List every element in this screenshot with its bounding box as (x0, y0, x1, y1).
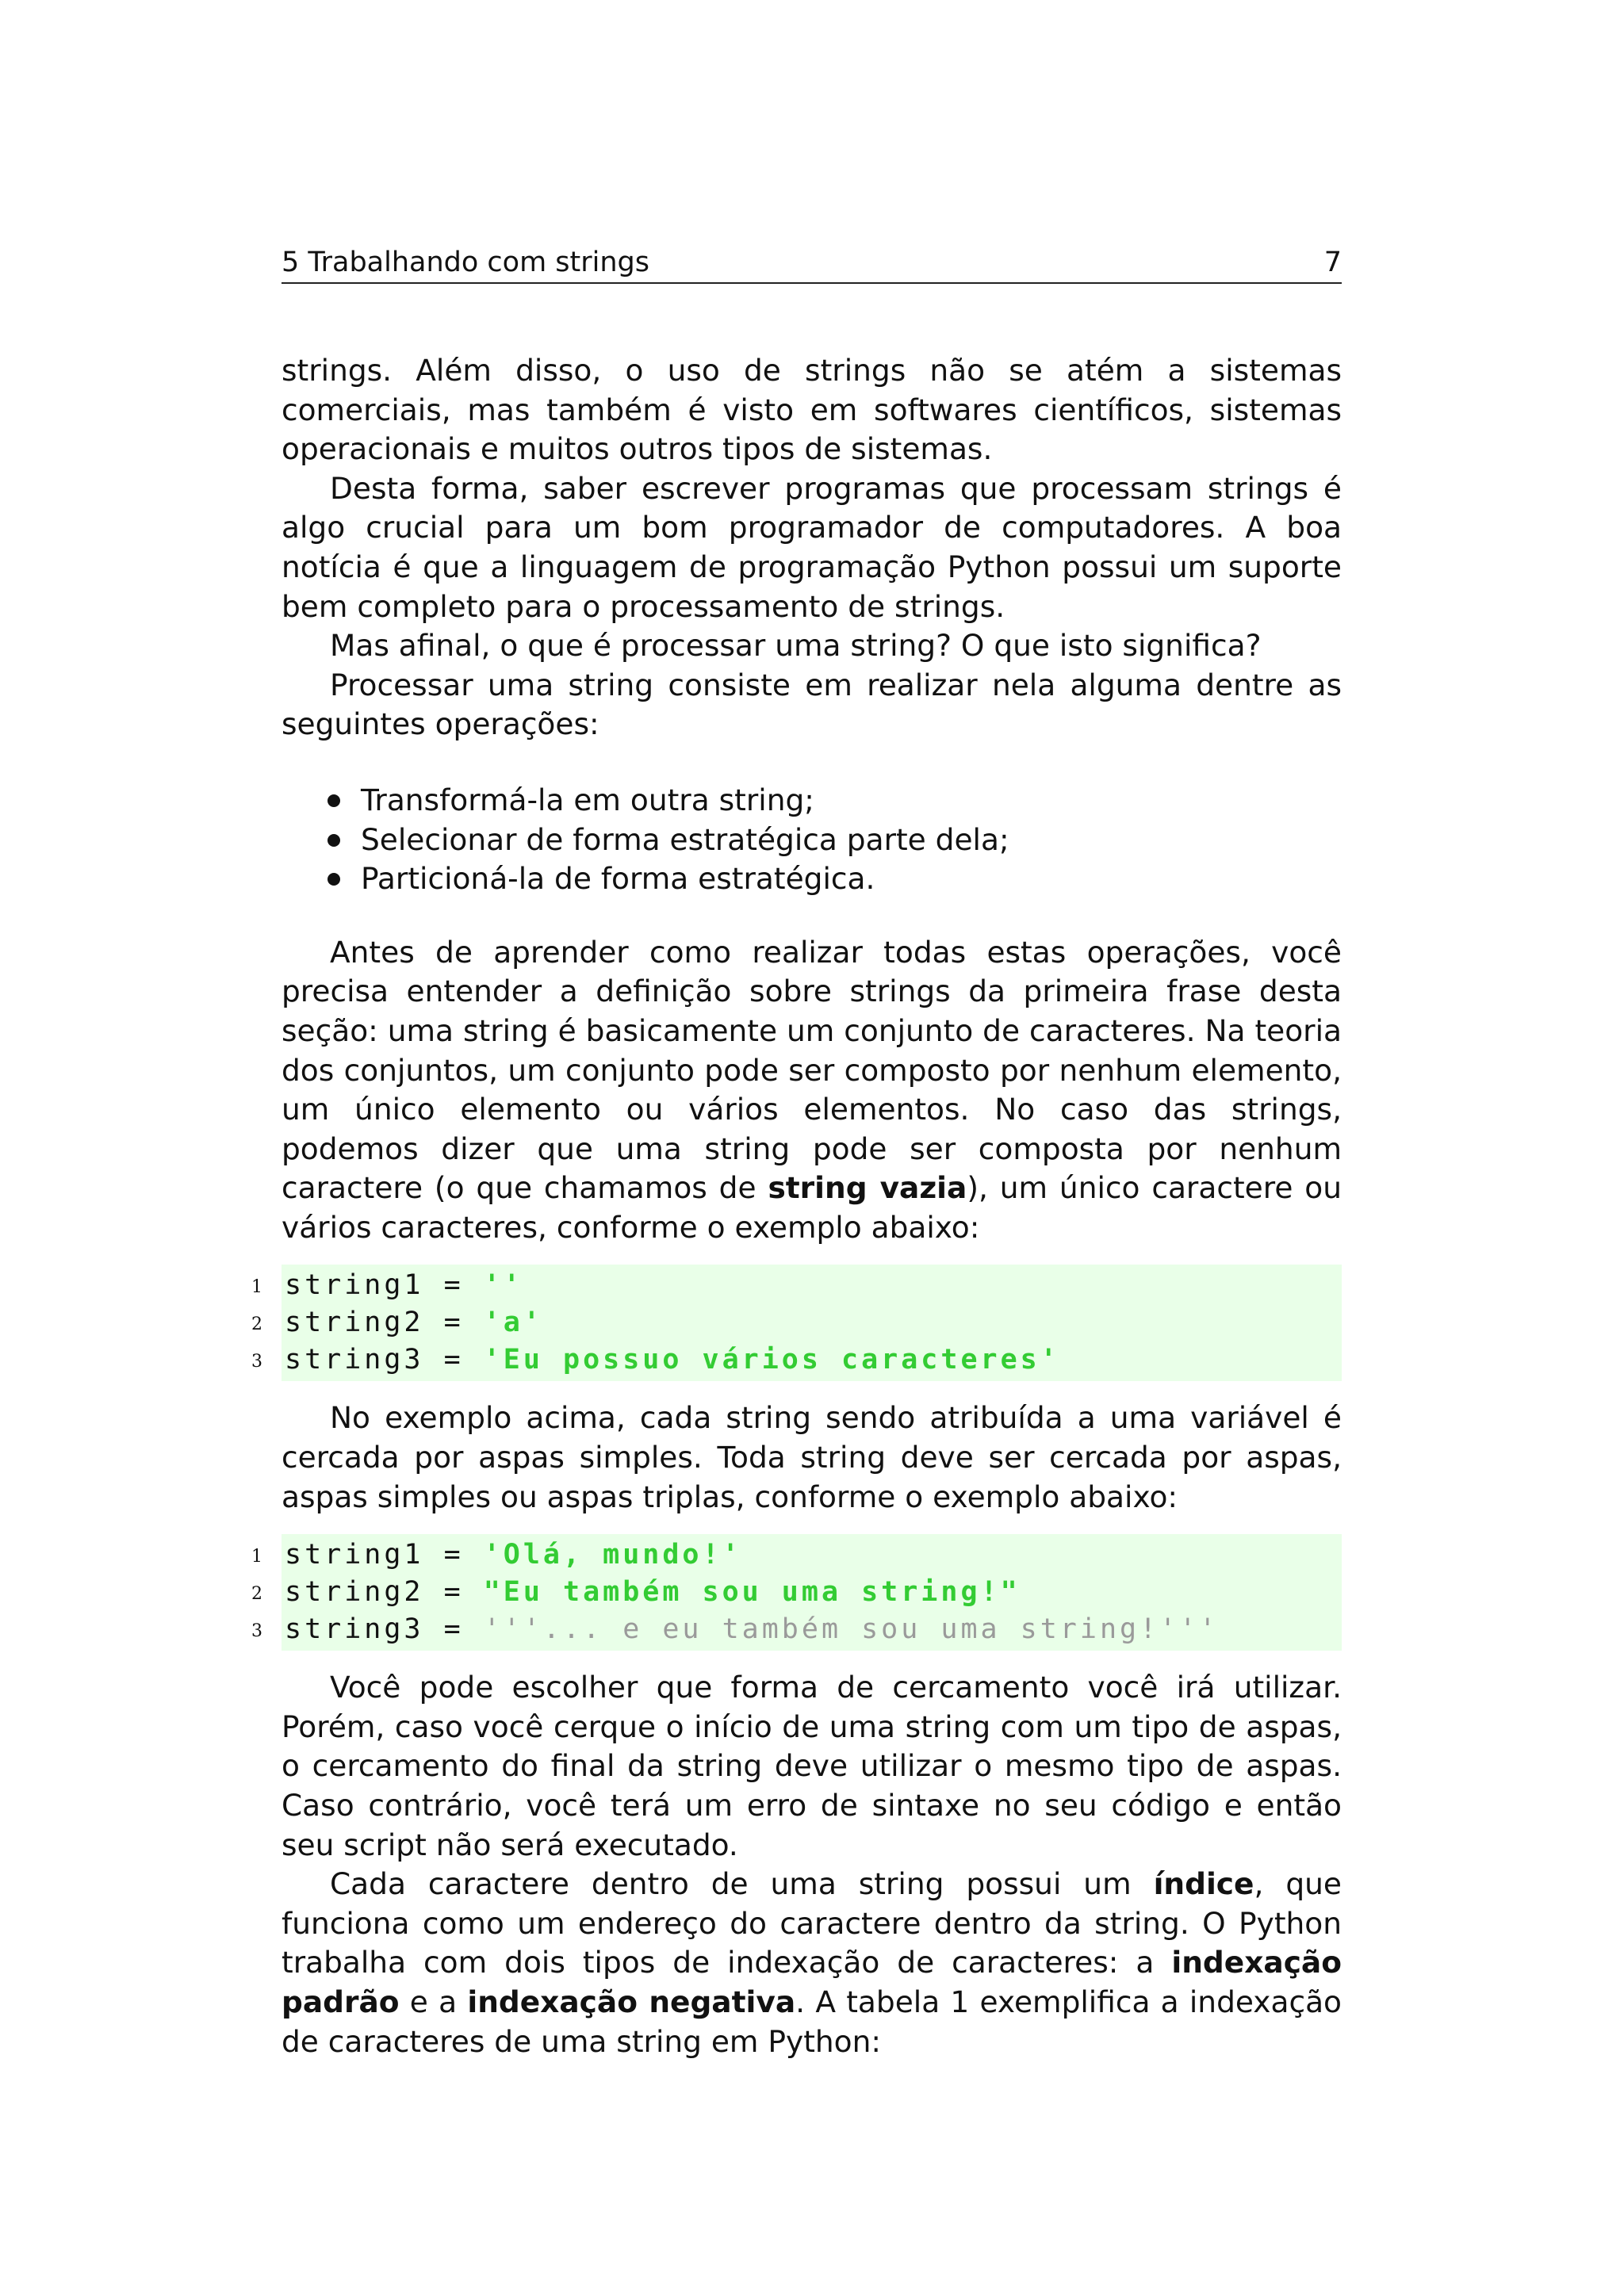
bullet-icon (327, 834, 340, 847)
paragraph: Cada caractere dentro de uma string possui um índice, que funciona como um endereço do caractere dentro da string. O Python trabalha com dois tipos de indexação de caracteres: a indexação padrão e a indexação negativa. A tabela 1 exemplifica a indexação de caracteres de uma string em Python: (282, 1866, 1342, 2059)
bold-term: indexação negativa (467, 1984, 796, 2019)
bold-term: índice (1153, 1866, 1254, 1902)
code-listing (251, 1534, 1342, 1651)
paragraph: strings. Além disso, o uso de strings não se atém a sistemas comerciais, mas também é visto em softwares científicos, sistemas operacionais e muitos outros tipos de sistemas. (282, 353, 1342, 467)
section-title: 5 Trabalhando com strings (282, 247, 650, 278)
line-number: 1 (251, 1547, 262, 1567)
paragraph: Você pode escolher que forma de cercamento você irá utilizar. Porém, caso você cerque o início de uma string com um tipo de aspas, o cercamento do final da string deve utilizar o mesmo tipo de aspas. Caso contrário, você terá um erro de sintaxe no seu código e então seu script não será executado. (282, 1670, 1342, 1862)
bullet-icon (327, 873, 340, 886)
line-number: 2 (251, 1314, 262, 1335)
code-line: 2 string2 = 'a' (285, 1304, 1342, 1341)
paragraph: Antes de aprender como realizar todas estas operações, você precisa entender a definição sobre strings da primeira frase desta seção: uma string é basicamente um conjunto de caracteres. Na teoria dos conjuntos, um conjunto pode ser composto por nenhum elemento, um único elemento ou vários elementos. No caso das strings, podemos dizer que uma string pode ser composta por nenhum caractere (o que chamamos de string vazia), um único caractere ou vários caracteres, conforme o exemplo abaixo: (282, 934, 1342, 1245)
code-line: 3 string3 = '''... e eu também sou uma string!''' (285, 1611, 1342, 1648)
line-number: 3 (251, 1352, 262, 1372)
line-number: 1 (251, 1277, 262, 1298)
page-body (251, 351, 1342, 2061)
code-line: 3 string3 = 'Eu possuo vários caracteres' (285, 1341, 1342, 1379)
page-number: 7 (1323, 247, 1342, 278)
operations-list (282, 781, 1342, 899)
paragraph: No exemplo acima, cada string sendo atribuída a uma variável é cercada por aspas simples. Toda string deve ser cercada por aspas, aspas simples ou aspas triplas, conforme o exemplo abaixo: (282, 1400, 1342, 1514)
running-header (282, 243, 1342, 284)
paragraph: Desta forma, saber escrever programas que processam strings é algo crucial para um bom programador de computadores. A boa notícia é que a linguagem de programação Python possui um suporte bem completo para o processamento de strings. (282, 470, 1342, 624)
code-line: 1 string1 = 'Olá, mundo!' (285, 1536, 1342, 1574)
line-number: 2 (251, 1584, 262, 1605)
list-item: Particioná-la de forma estratégica. (327, 859, 1342, 899)
code-line: 2 string2 = "Eu também sou uma string!" (285, 1574, 1342, 1611)
code-listing (251, 1265, 1342, 1381)
bullet-icon (327, 794, 340, 807)
paragraph: Processar uma string consiste em realizar nela alguma dentre as seguintes operações: (282, 667, 1342, 742)
bold-term: indexação padrão (282, 1945, 1342, 2019)
line-number: 3 (251, 1621, 262, 1642)
list-item: Selecionar de forma estratégica parte dela; (327, 821, 1342, 860)
code-line: 1 string1 = '' (285, 1267, 1342, 1304)
bold-term: string vazia (768, 1170, 967, 1206)
list-item: Transformá-la em outra string; (327, 781, 1342, 821)
paragraph: Mas afinal, o que é processar uma string? O que isto significa? (330, 628, 1262, 664)
